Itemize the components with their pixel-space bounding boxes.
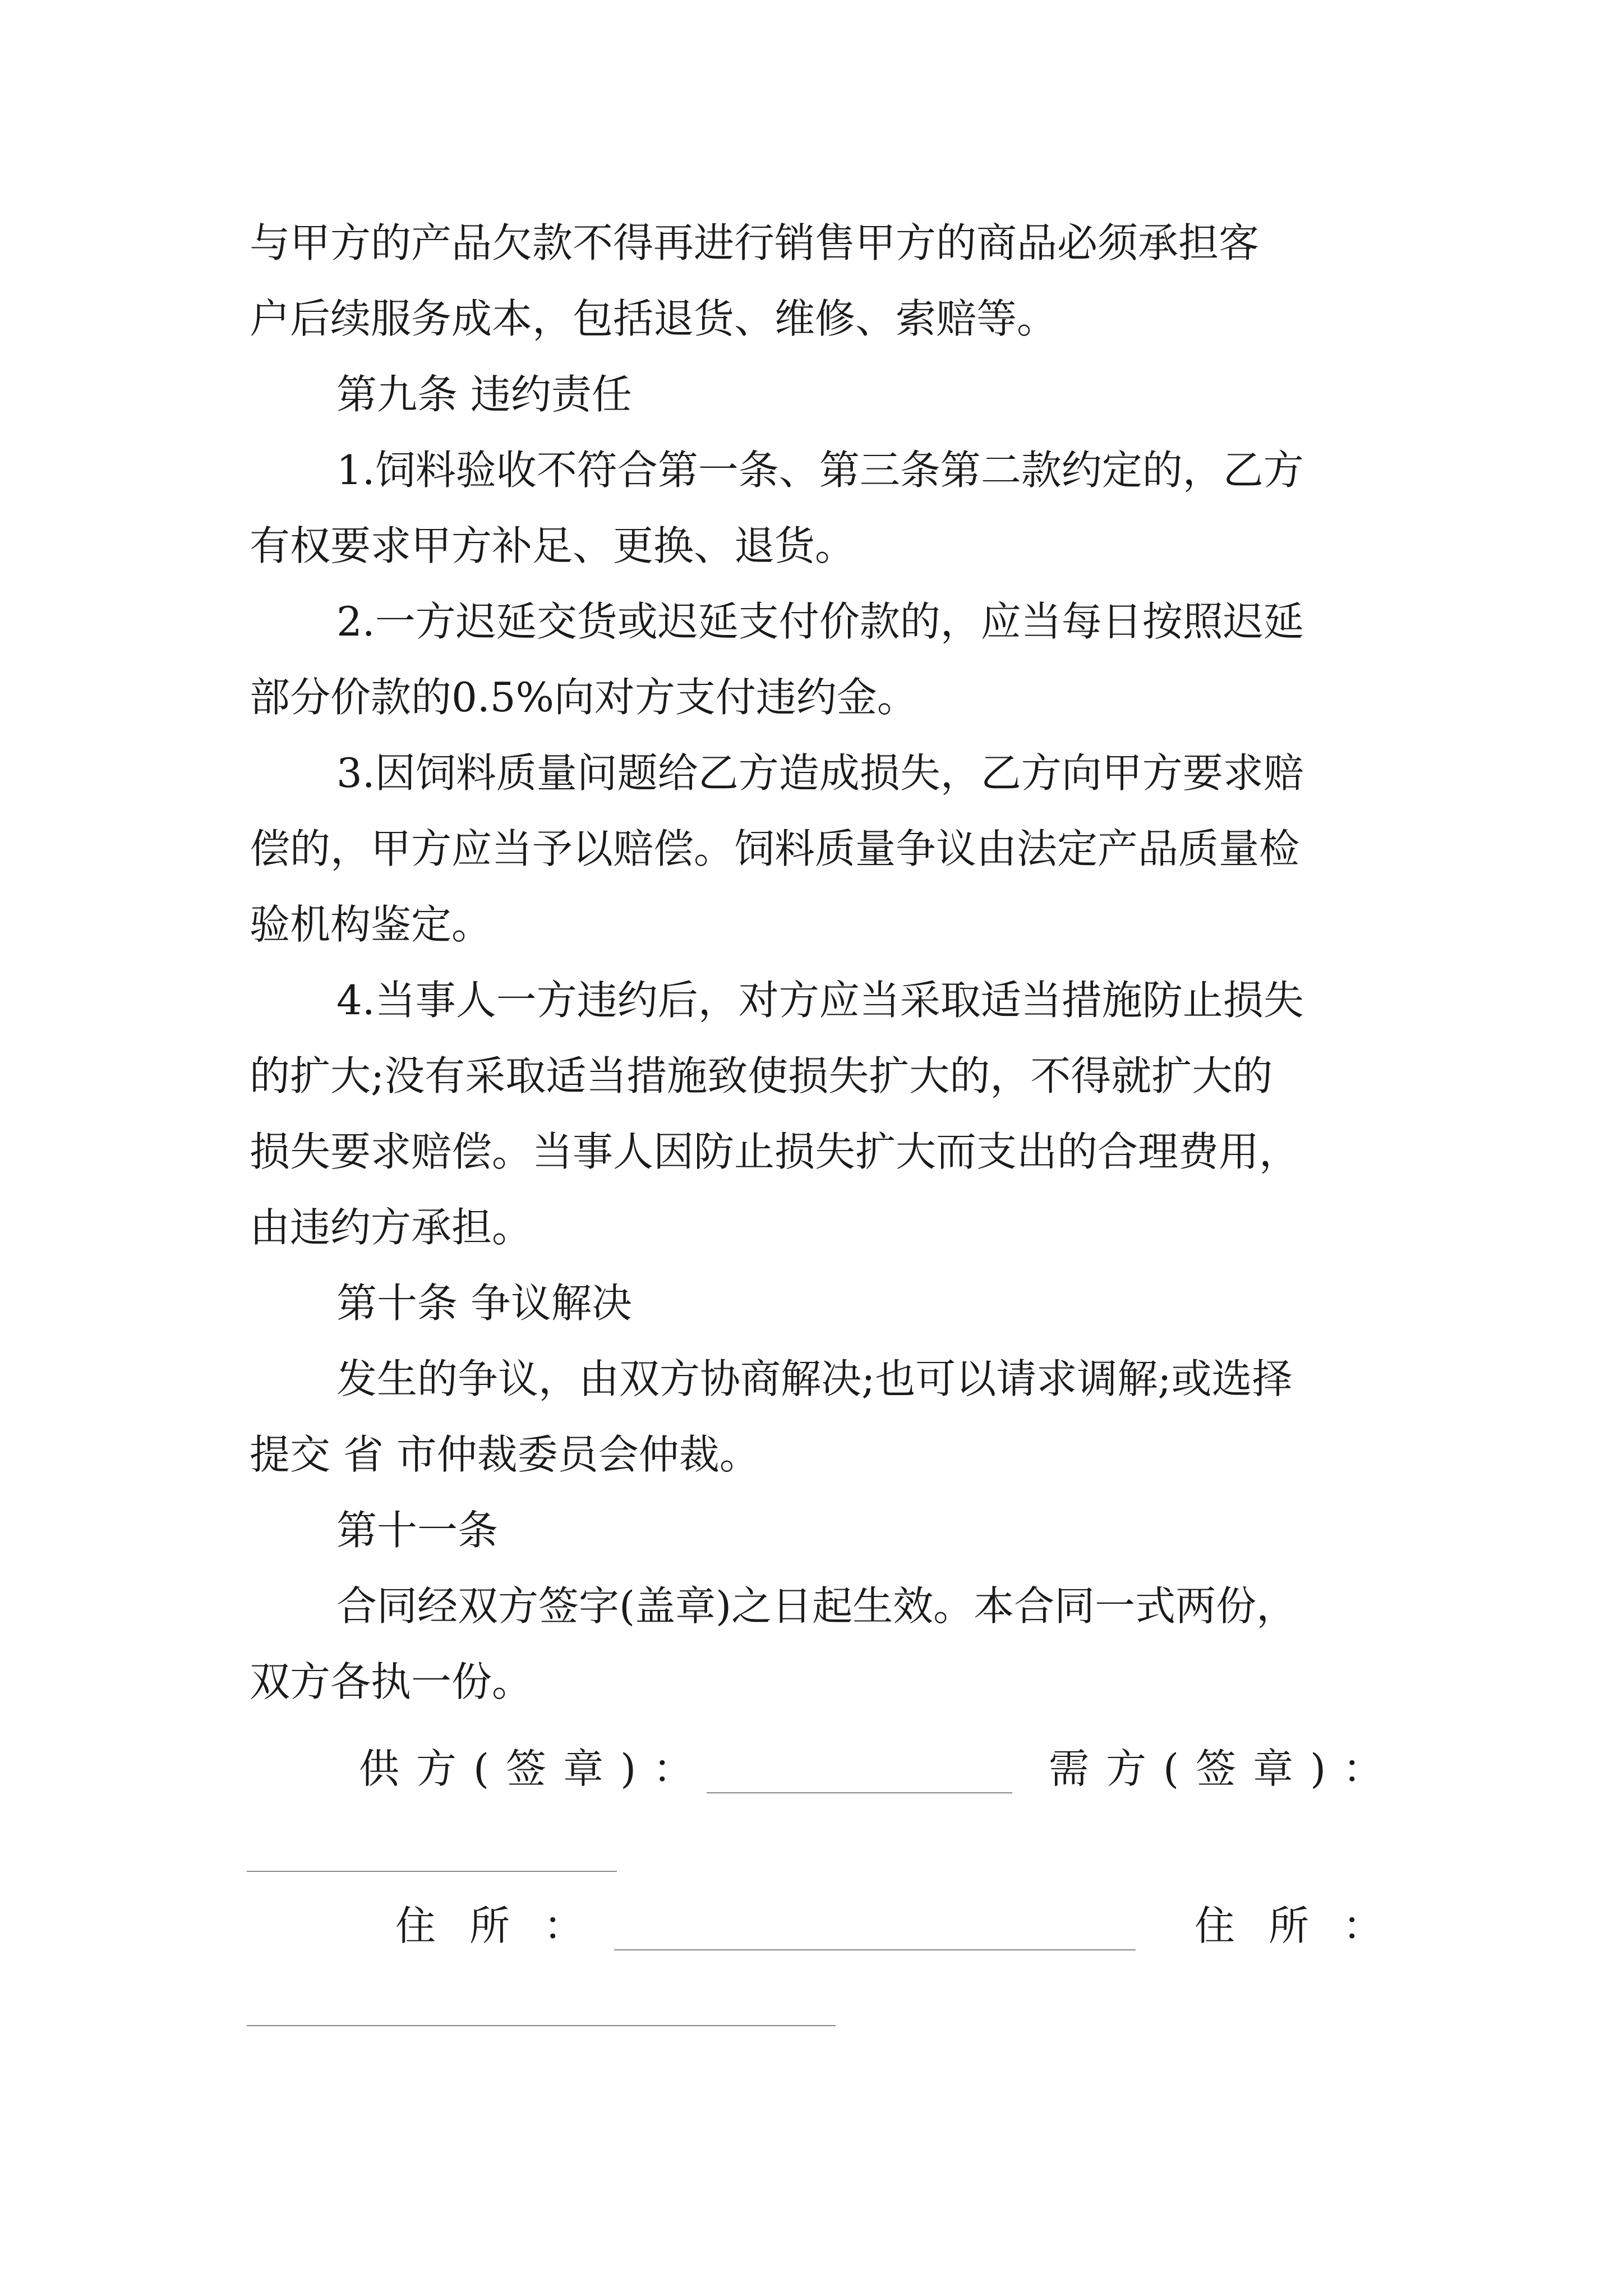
paragraph-line: 3.因饲料质量问题给乙方造成损失，乙方向甲方要求赔 — [336, 749, 1304, 797]
paragraph-line: 验机构鉴定。 — [250, 901, 492, 948]
paragraph-line: 与甲方的产品欠款不得再进行销售甲方的商品必须承担客 — [250, 219, 1260, 266]
buyer-signature-label: 需方(签章)： — [1049, 1745, 1400, 1792]
paragraph-line: 有权要求甲方补足、更换、退货。 — [250, 522, 856, 569]
section-heading: 第九条 违约责任 — [336, 371, 632, 418]
paragraph-line: 4.当事人一方违约后，对方应当采取适当措施防止损失 — [336, 977, 1304, 1024]
paragraph-line: 合同经双方签字(盖章)之日起生效。本合同一式两份， — [336, 1582, 1297, 1630]
supplier-signature-label: 供方(签章)： — [359, 1745, 711, 1792]
paragraph-line: 双方各执一份。 — [250, 1658, 533, 1705]
paragraph-line: 损失要求赔偿。当事人因防止损失扩大而支出的合理费用， — [250, 1128, 1300, 1175]
paragraph-line: 1.饲料验收不符合第一条、第三条第二款约定的，乙方 — [336, 447, 1304, 494]
paragraph-line: 部分价款的0.5%向对方支付违约金。 — [250, 674, 917, 721]
supplier-address-label: 住所： — [395, 1902, 618, 1949]
paragraph-line: 2.一方迟延交货或迟延支付价款的，应当每日按照迟延 — [336, 598, 1304, 645]
paragraph-line: 的扩大;没有采取适当措施致使损失扩大的，不得就扩大的 — [250, 1052, 1273, 1099]
supplier-signature-line — [707, 1792, 1012, 1793]
paragraph-line: 发生的争议，由双方协商解决;也可以请求调解;或选择 — [336, 1355, 1293, 1402]
paragraph-line: 提交 省 市仲裁委员会仲裁。 — [250, 1431, 760, 1478]
paragraph-line: 户后续服务成本，包括退货、维修、索赔等。 — [250, 295, 1058, 342]
paragraph-line: 偿的，甲方应当予以赔偿。饲料质量争议由法定产品质量检 — [250, 825, 1300, 872]
section-heading: 第十一条 — [336, 1507, 499, 1554]
buyer-signature-line — [247, 1871, 617, 1872]
buyer-address-line — [247, 2025, 836, 2026]
paragraph-line: 由违约方承担。 — [250, 1204, 533, 1251]
supplier-address-line — [614, 1949, 1136, 1950]
section-heading: 第十条 争议解决 — [336, 1280, 632, 1327]
buyer-address-label: 住所： — [1195, 1902, 1417, 1949]
